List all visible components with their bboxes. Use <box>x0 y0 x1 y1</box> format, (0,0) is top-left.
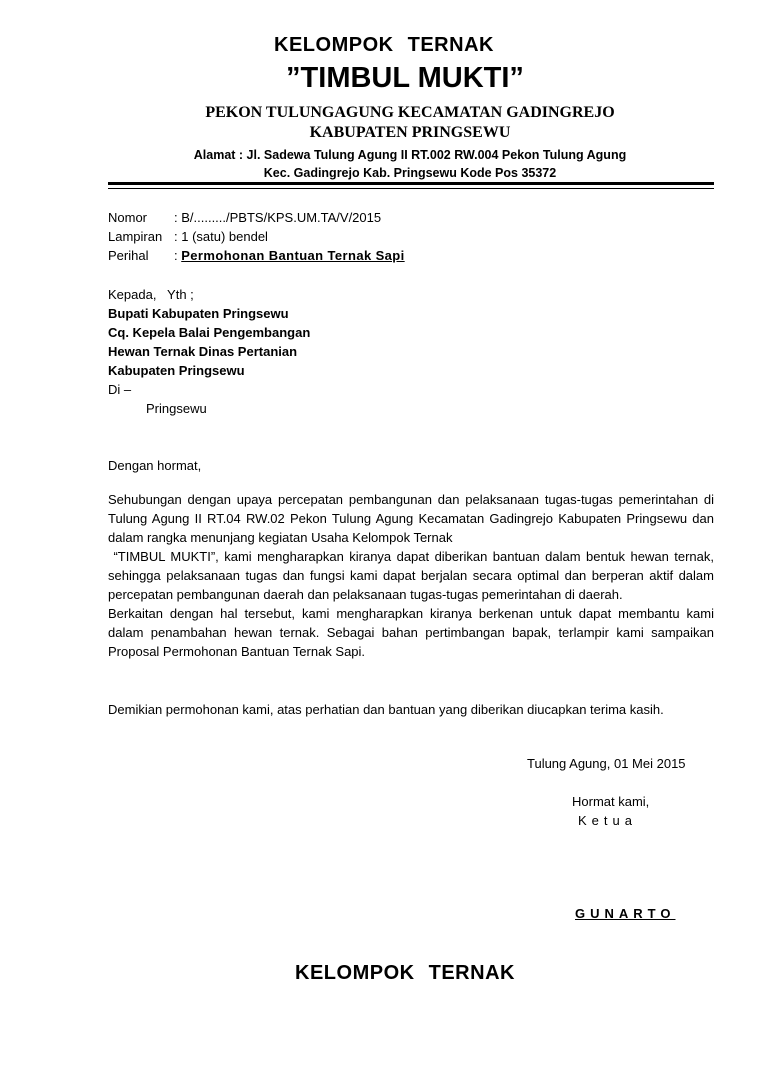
meta-perihal-value: Permohonan Bantuan Ternak Sapi <box>181 248 405 263</box>
meta-nomor-value: : B/........./PBTS/KPS.UM.TA/V/2015 <box>174 210 382 225</box>
salutation: Dengan hormat, <box>108 458 202 473</box>
letter-body <box>108 490 718 661</box>
recipient-line-3: Hewan Ternak Dinas Pertanian <box>108 344 298 359</box>
meta-row-nomor <box>108 208 405 227</box>
letterhead-subheading-1: PEKON TULUNGAGUNG KECAMATAN GADINGREJO <box>205 104 615 121</box>
closing-paragraph: Demikian permohonan kami, atas perhatian dan bantuan yang diberikan diucapkan terima kasih. <box>108 702 664 717</box>
letter-meta <box>108 208 405 265</box>
body-paragraph-2: Berkaitan dengan hal tersebut, kami mengharapkan kiranya berkenan untuk dapat membantu kami dalam penambahan hewan ternak. Sebagai bahan pertimbangan bapak, terlampir kami sampaikan Proposal Permohonan Bantuan Ternak Sapi. <box>108 606 714 659</box>
meta-nomor-label: Nomor <box>108 210 148 225</box>
signature-role: Ketua <box>578 813 637 828</box>
meta-lampiran-label: Lampiran <box>108 229 163 244</box>
recipient-block <box>108 285 310 418</box>
footer-group-label: KELOMPOK TERNAK <box>295 962 515 984</box>
letterhead-address-2: Kec. Gadingrejo Kab. Pringsewu Kode Pos 35372 <box>263 166 557 180</box>
signature-regards: Hormat kami, <box>572 794 650 809</box>
meta-row-lampiran <box>108 227 405 246</box>
meta-row-perihal <box>108 246 405 265</box>
recipient-line-4: Kabupaten Pringsewu <box>108 363 245 378</box>
recipient-city: Pringsewu <box>146 401 207 416</box>
recipient-line-1: Bupati Kabupaten Pringsewu <box>108 306 289 321</box>
letterhead-divider-thin <box>108 188 714 189</box>
meta-perihal-label: Perihal <box>108 248 149 263</box>
body-paragraph-1b: “TIMBUL MUKTI”, kami mengharapkan kiranya dapat diberikan bantuan dalam bentuk hewan ternak, sehingga pelaksanaan tugas dan fungsi kami dapat berjalan secara optimal dan berperan aktif dalam percepatan pembangunan daerah dan pelaksanaan tugas-tugas pemerintahan di daerah. <box>108 549 718 602</box>
letterhead-divider-thick <box>108 182 714 185</box>
meta-lampiran-value: : 1 (satu) bendel <box>174 229 268 244</box>
letterhead-subheading-2: KABUPATEN PRINGSEWU <box>309 124 511 141</box>
recipient-line-2: Cq. Kepela Balai Pengembangan <box>108 325 311 340</box>
recipient-di: Di – <box>108 382 132 397</box>
meta-perihal-separator: : <box>174 248 182 263</box>
letterhead-address-1: Alamat : Jl. Sadewa Tulung Agung II RT.002 RW.004 Pekon Tulung Agung <box>193 148 627 162</box>
letterhead-group-label: KELOMPOK TERNAK <box>274 34 494 56</box>
recipient-greeting: Kepada, Yth ; <box>108 287 194 302</box>
signature-name: GUNARTO <box>575 906 676 921</box>
body-paragraph-1a: Sehubungan dengan upaya percepatan pembangunan dan pelaksanaan tugas-tugas pemerintahan di Tulung Agung II RT.04 RW.02 Pekon Tulung Agung Kecamatan Gadingrejo Kabupaten Pringsewu dan dalam rangka menunjang kegiatan Usaha Kelompok Ternak <box>108 492 714 545</box>
letterhead-group-name: ”TIMBUL MUKTI” <box>286 62 524 94</box>
signature-place-date: Tulung Agung, 01 Mei 2015 <box>527 756 686 771</box>
